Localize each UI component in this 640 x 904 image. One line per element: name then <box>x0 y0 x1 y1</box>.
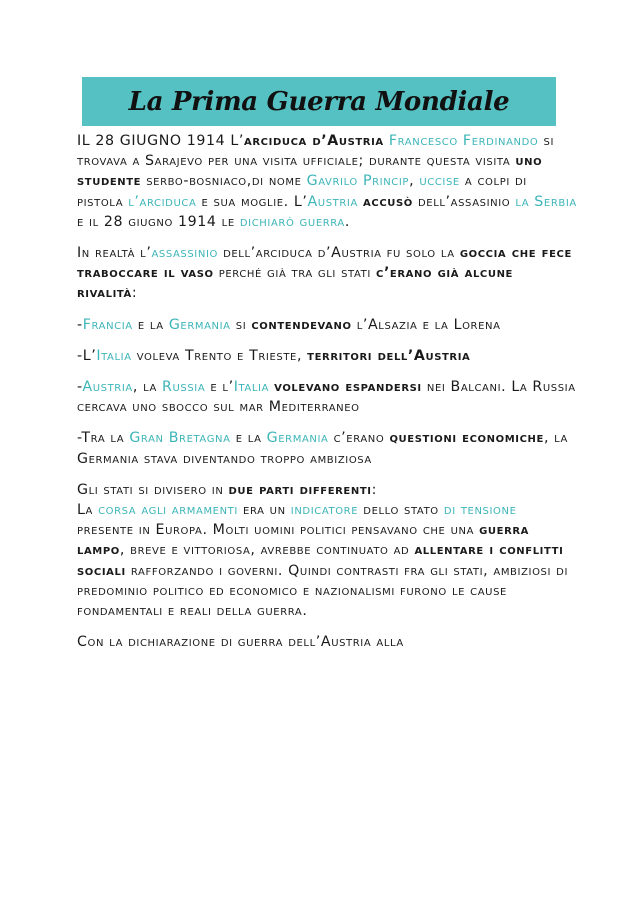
body-text: - <box>77 316 83 333</box>
paragraph <box>77 131 577 232</box>
body-text: In realtà l’ <box>77 245 152 262</box>
bold-text: volevano espandersi <box>274 379 422 396</box>
body-text: dell’assasinio <box>412 193 516 210</box>
body-text: : <box>131 285 138 302</box>
body-text: e la <box>132 316 169 333</box>
highlight-text: dichiarò guerra <box>239 213 345 230</box>
body-text: nei Balcani. La Russia cercava uno sbocco sul mar Mediterraneo <box>77 379 576 416</box>
body-text: , breve e vittoriosa, avrebbe continuato ad <box>119 542 415 559</box>
body-text: . <box>344 213 350 230</box>
highlight-text: Austria <box>307 193 358 210</box>
highlight-text: Gran Bretagna <box>129 430 231 447</box>
body-text: presente in Europa. Molti uomini politici pensavano che una <box>77 522 480 539</box>
body-text: voleva Trento e Trieste, <box>131 347 308 364</box>
bold-text: allentare i conflitti sociali <box>77 542 564 579</box>
paragraph <box>77 377 577 417</box>
body-text: , la Germania stava diventando troppo ambiziosa <box>77 430 568 467</box>
bold-text: goccia che fece traboccare il vaso <box>77 245 572 282</box>
bold-text: guerra lampo <box>77 522 530 559</box>
body-text: -L’ <box>77 347 97 364</box>
body-text: - <box>77 379 83 396</box>
highlight-text: corsa agli armamenti <box>98 502 238 519</box>
bold-text: arciduca d’Austria <box>244 133 384 149</box>
body-text: a colpi di pistola <box>77 173 527 210</box>
body-text: La <box>77 502 99 519</box>
body-text: : <box>371 481 377 498</box>
body-text: si <box>230 316 252 333</box>
paragraph <box>77 346 577 366</box>
page-title: La Prima Guerra Mondiale <box>128 86 510 117</box>
body-text: dell’arciduca d’Austria fu solo la <box>217 245 460 262</box>
body-text: c’erano <box>328 430 390 447</box>
paragraph <box>77 632 577 652</box>
highlight-text: Germania <box>266 430 329 447</box>
highlight-text: assassinio <box>151 245 218 262</box>
highlight-text: la Serbia <box>515 193 577 210</box>
title-banner <box>82 77 556 126</box>
body-text: e l’ <box>205 379 234 396</box>
bold-text: c’erano già alcune rivalità <box>77 265 513 302</box>
document-body <box>77 131 577 663</box>
bold-text: accusò <box>363 193 413 210</box>
body-text: rafforzando i governi. Quindi contrasti fra gli stati, ambiziosi di predominio politico ed economico e nazionalismi furono le cause fondamentali e reali della guerra. <box>77 562 568 620</box>
bold-text: uno studente <box>77 153 543 190</box>
body-text: , <box>409 173 420 190</box>
bold-text: contendevano <box>251 316 352 333</box>
highlight-text: di tensione <box>443 502 517 519</box>
highlight-text: Gavrilo Princip <box>306 173 410 190</box>
bold-text: due parti differenti <box>228 481 372 498</box>
paragraph <box>77 315 577 335</box>
body-text: l’Alsazia e la Lorena <box>351 316 501 333</box>
highlight-text: l’arciduca <box>128 193 197 210</box>
body-text: -Tra la <box>77 430 130 447</box>
paragraph <box>77 243 577 304</box>
body-text: Con la dichiarazione di guerra dell’Austria alla <box>77 634 404 651</box>
highlight-text: Italia <box>233 379 270 396</box>
body-text: era un <box>237 502 291 519</box>
bold-text: questioni economiche <box>389 430 544 447</box>
highlight-text: indicatore <box>290 502 359 519</box>
body-text: Gli stati si divisero in <box>77 481 229 498</box>
highlight-text: uccise <box>419 173 460 190</box>
highlight-text: Italia <box>96 347 132 364</box>
body-text: , la <box>132 379 163 396</box>
body-text: IL 28 GIUGNO 1914 L’ <box>77 133 245 149</box>
body-text: serbo-bosniaco,di nome <box>141 173 307 190</box>
bold-text: territori dell’Austria <box>307 347 471 364</box>
body-text: perché già tra gli stati <box>213 265 376 282</box>
body-text: dello stato <box>358 502 444 519</box>
body-text: e il 28 giugno 1914 le <box>77 213 240 230</box>
paragraph <box>77 480 577 621</box>
body-text: si trovava a Sarajevo per una visita ufficiale; durante questa visita <box>77 133 554 170</box>
highlight-text: Austria <box>82 379 133 396</box>
highlight-text: Francesco Ferdinando <box>388 133 539 149</box>
body-text: e la <box>230 430 267 447</box>
highlight-text: Francia <box>82 316 133 333</box>
paragraph <box>77 428 577 468</box>
body-text: e sua moglie. L’ <box>196 193 308 210</box>
highlight-text: Russia <box>162 379 206 396</box>
highlight-text: Germania <box>168 316 231 333</box>
